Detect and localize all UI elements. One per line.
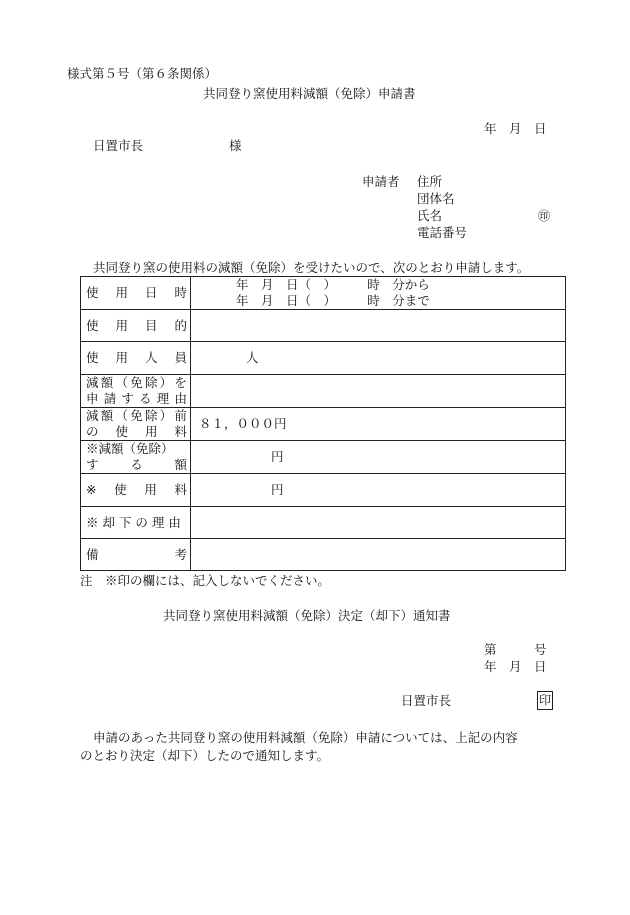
addressee-honorific: 様	[229, 138, 242, 153]
usage-fee-label: ※ 使 用 料	[86, 482, 187, 497]
remarks-label: 備 考	[86, 546, 187, 562]
row-usage-datetime	[81, 277, 566, 310]
applicant-address-label: 住所	[417, 174, 443, 189]
row-reduction-reason	[81, 375, 566, 408]
usage-people-label: 使 用 人 員	[86, 350, 187, 365]
reduction-reason-label-line1: 減 額 （ 免 除 ） を	[86, 375, 187, 390]
reduction-amount-label-line2: す る 額	[86, 457, 187, 472]
applicant-name-label: 氏名	[417, 208, 443, 223]
usage-purpose-label: 使 用 目 的	[86, 317, 187, 333]
usage-purpose-field[interactable]	[191, 310, 566, 342]
application-table	[80, 276, 566, 571]
usage-datetime-label: 使 用 日 時	[86, 285, 187, 300]
issuer-seal: 印	[537, 691, 553, 710]
usage-date-from: 年 月 日（ ） 時 分から	[236, 277, 430, 292]
addressee: 日置市長	[93, 138, 144, 153]
application-date: 年 月 日	[484, 121, 547, 136]
row-usage-purpose	[81, 310, 566, 342]
row-usage-fee	[81, 474, 566, 507]
notice-issuer: 日置市長	[401, 693, 452, 708]
people-unit: 人	[246, 350, 259, 365]
pre-reduction-fee-label-line2: の 使 用 料	[86, 424, 187, 439]
applicant-phone-label: 電話番号	[417, 225, 468, 240]
notice-body-line1: 申請のあった共同登り窯の使用料減額（免除）申請については、上記の内容	[93, 730, 518, 745]
notice-date: 年 月 日	[484, 659, 547, 674]
intro-text: 共同登り窯の使用料の減額（免除）を受けたいので、次のとおり申請します。	[93, 260, 530, 275]
applicant-group-label: 団体名	[417, 191, 455, 206]
applicant-seal-mark: ㊞	[538, 209, 551, 223]
rejection-reason-label: ※ 却 下 の 理 由	[86, 514, 181, 530]
form-number: 様式第５号（第６条関係）	[67, 66, 218, 81]
row-pre-reduction-fee	[81, 408, 566, 441]
applicant-label: 申請者	[362, 174, 400, 189]
form-note: 注 ※印の欄には、記入しないでください。	[80, 573, 331, 588]
row-remarks	[81, 539, 566, 571]
usage-date-to: 年 月 日（ ） 時 分まで	[236, 293, 430, 308]
row-rejection-reason	[81, 507, 566, 539]
remarks-field[interactable]	[191, 539, 566, 571]
reduction-amount-label-line1: ※減額（免除）	[86, 441, 174, 456]
usage-people-field[interactable]	[191, 342, 566, 375]
pre-reduction-fee-label-line1: 減 額 （ 免 除 ） 前	[86, 408, 187, 423]
row-reduction-amount	[81, 441, 566, 474]
reduction-amount-field[interactable]	[191, 441, 566, 474]
reduction-reason-field[interactable]	[191, 375, 566, 408]
row-usage-people	[81, 342, 566, 375]
usage-fee-field[interactable]	[191, 474, 566, 507]
usage-fee-unit: 円	[271, 482, 284, 497]
form-title: 共同登り窯使用料減額（免除）申請書	[203, 86, 416, 101]
reduction-amount-unit: 円	[271, 449, 284, 464]
notice-body-line2: のとおり決定（却下）したので通知します。	[80, 748, 330, 763]
notice-number: 第 号	[484, 642, 547, 657]
pre-reduction-fee-value: ８１，０００円	[199, 416, 287, 431]
rejection-reason-field[interactable]	[191, 507, 566, 539]
reduction-reason-label-line2: 申 請 す る 理 由	[86, 391, 187, 406]
notice-title: 共同登り窯使用料減額（免除）決定（却下）通知書	[163, 608, 451, 623]
